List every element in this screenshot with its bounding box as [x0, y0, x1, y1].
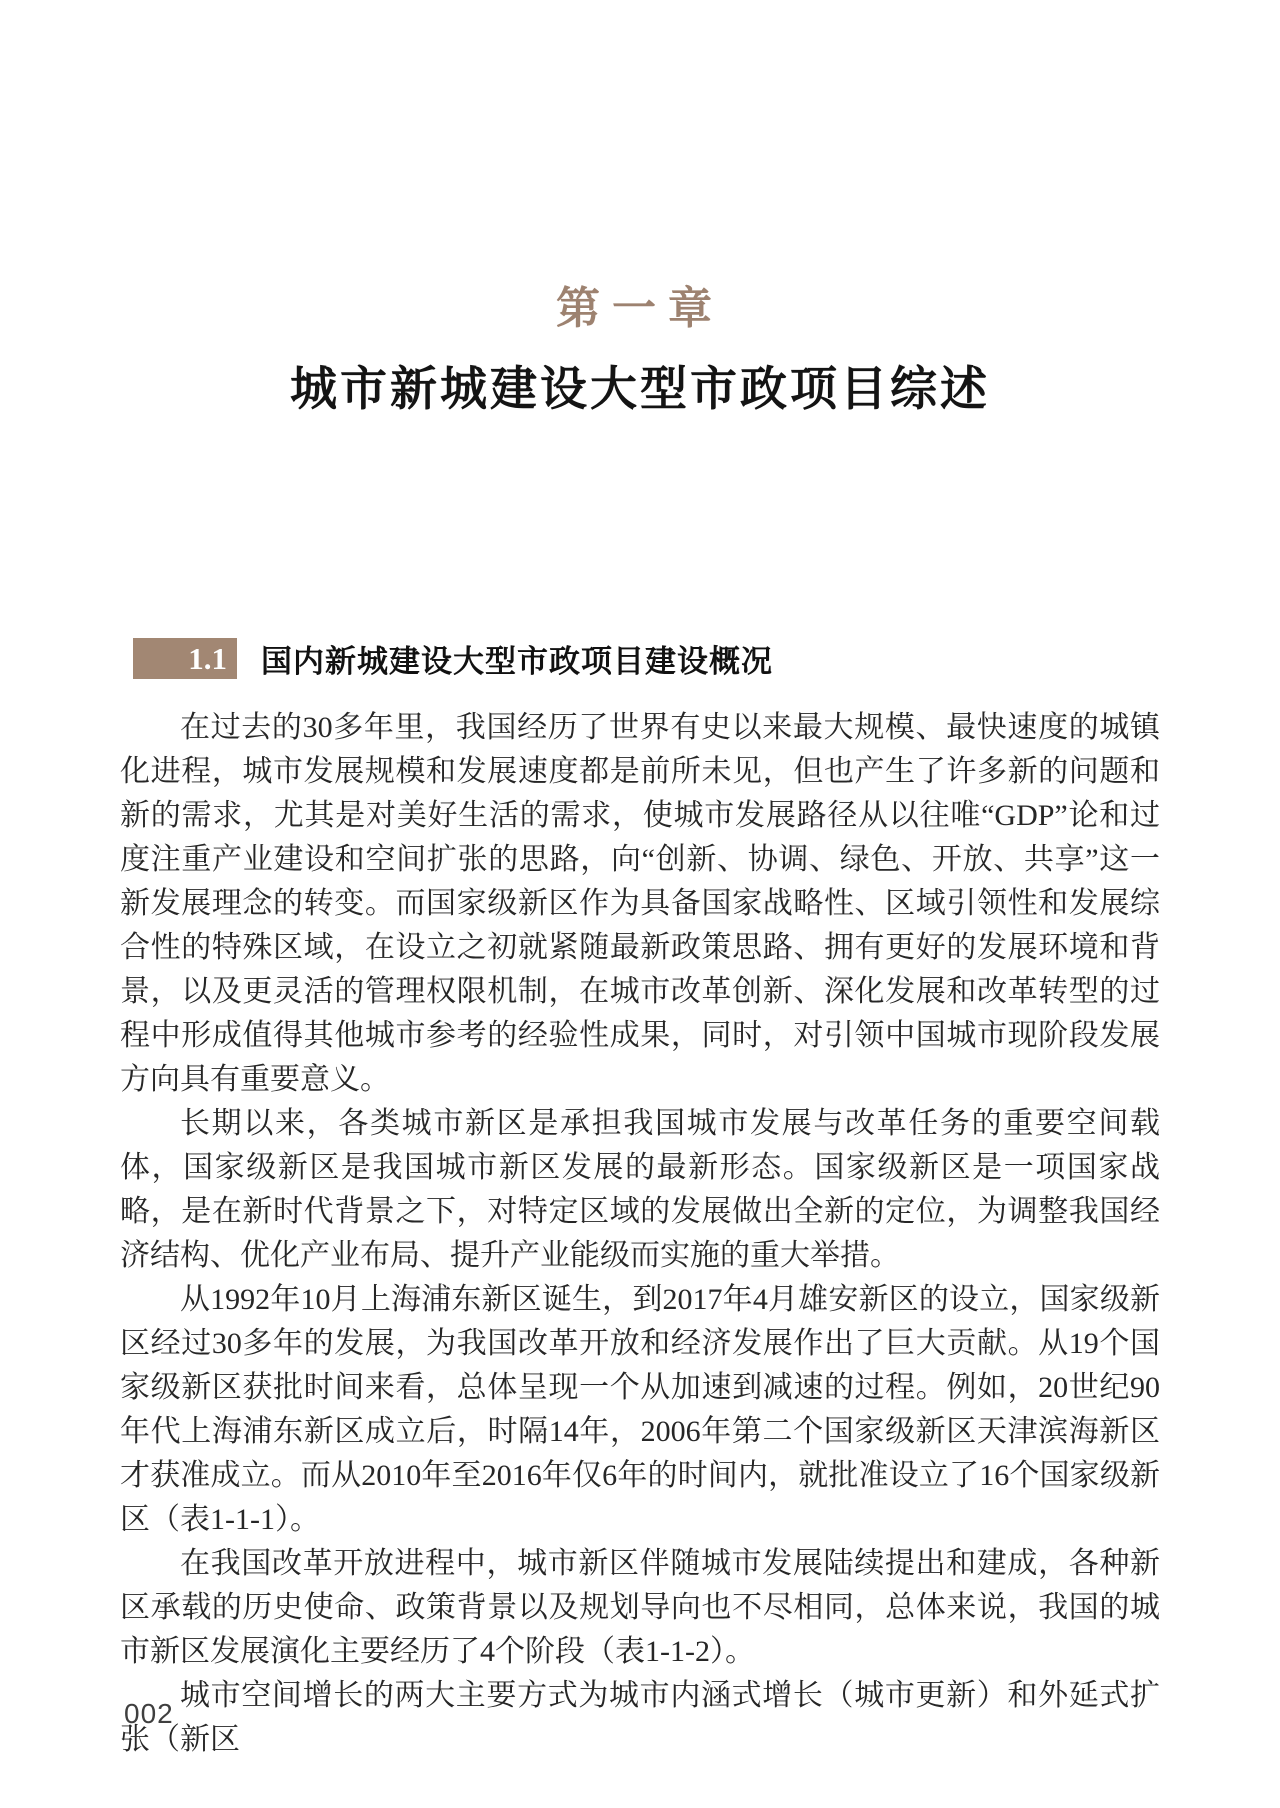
paragraph-5: 城市空间增长的两大主要方式为城市内涵式增长（城市更新）和外延式扩张（新区 [120, 1679, 1160, 1756]
body-text [120, 706, 1160, 1762]
section-number-badge: 1.1 [133, 638, 237, 679]
section-header [133, 636, 773, 681]
paragraph-4: 在我国改革开放进程中，城市新区伴随城市发展陆续提出和建成，各种新区承载的历史使命、政策背景以及规划导向也不尽相同，总体来说，我国的城市新区发展演化主要经历了4个阶段（表1-1-2）。 [120, 1547, 1160, 1668]
chapter-label: 第一章 [556, 284, 724, 333]
paragraph-3: 从1992年10月上海浦东新区诞生，到2017年4月雄安新区的设立，国家级新区经过30多年的发展，为我国改革开放和经济发展作出了巨大贡献。从19个国家级新区获批时间来看，总体呈现一个从加速到减速的过程。例如，20世纪90年代上海浦东新区成立后，时隔14年，2006年第二个国家级新区天津滨海新区才获准成立。而从2010年至2016年仅6年的时间内，就批准设立了16个国家级新区（表1-1-1）。 [120, 1283, 1160, 1536]
page-number: 002 [124, 1698, 174, 1729]
chapter-title: 城市新城建设大型市政项目综述 [290, 364, 990, 416]
paragraph-1: 在过去的30多年里，我国经历了世界有史以来最大规模、最快速度的城镇化进程，城市发展规模和发展速度都是前所未见，但也产生了许多新的问题和新的需求，尤其是对美好生活的需求，使城市发展路径从以往唯“GDP”论和过度注重产业建设和空间扩张的思路，向“创新、协调、绿色、开放、共享”这一新发展理念的转变。而国家级新区作为具备国家战略性、区域引领性和发展综合性的特殊区域，在设立之初就紧随最新政策思路、拥有更好的发展环境和背景，以及更灵活的管理权限机制，在城市改革创新、深化发展和改革转型的过程中形成值得其他城市参考的经验性成果，同时，对引领中国城市现阶段发展方向具有重要意义。 [120, 711, 1160, 1096]
section-title: 国内新城建设大型市政项目建设概况 [261, 644, 773, 679]
paragraph-2: 长期以来，各类城市新区是承担我国城市发展与改革任务的重要空间载体，国家级新区是我国城市新区发展的最新形态。国家级新区是一项国家战略，是在新时代背景之下，对特定区域的发展做出全新的定位，为调整我国经济结构、优化产业布局、提升产业能级而实施的重大举措。 [120, 1107, 1160, 1272]
